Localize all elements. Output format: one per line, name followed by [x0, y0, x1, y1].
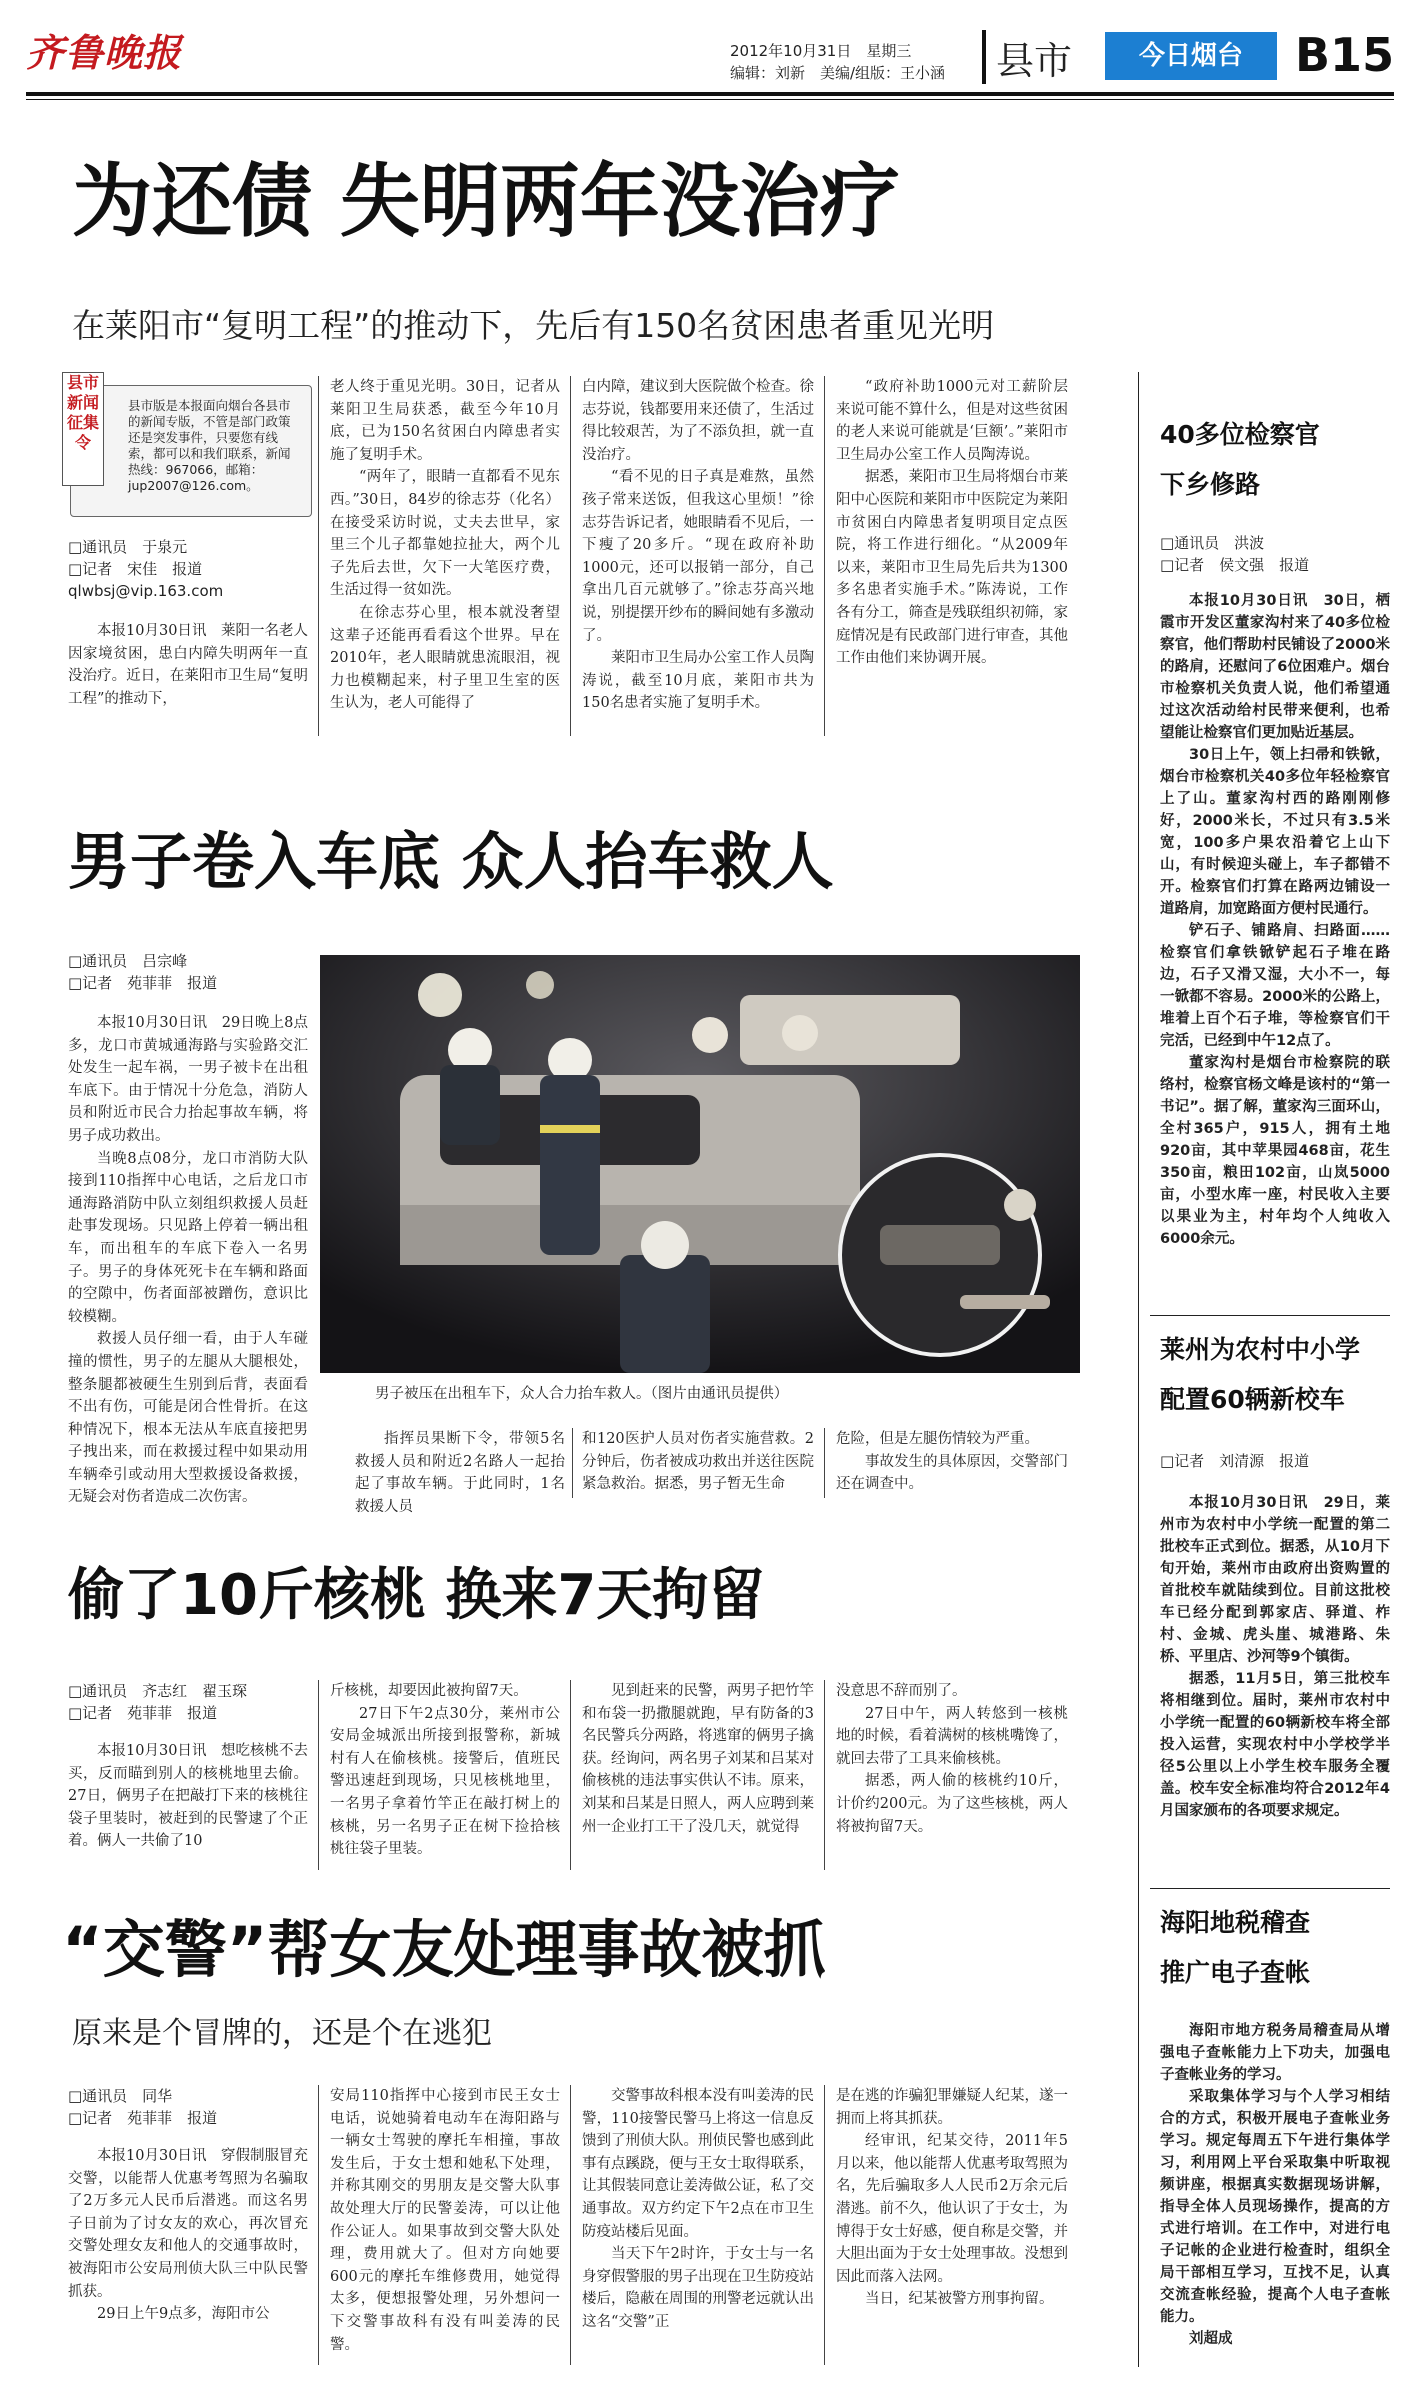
story1-column-3: [582, 376, 814, 741]
paragraph: 白内障，建议到大医院做个检查。徐志芬说，钱都要用来还债了，生活过得比较艰苦，为了不添负担，就一直没治疗。: [582, 379, 814, 463]
title-line: 配置60辆新校车: [1160, 1385, 1345, 1414]
masthead-rule-thin: [26, 99, 1394, 100]
masthead-divider: [982, 30, 986, 84]
paragraph: 交警事故科根本没有叫姜涛的民警，110接警民警马上将这一信息反馈到了刑侦大队。刑侦民警也感到此事有点蹊跷，便与王女士取得联系，让其假装同意让姜涛做公证，私了交通事故。双方约定下午2点在市卫生防疫站楼后见面。: [582, 2088, 814, 2240]
paragraph: “两年了，眼睛一直都看不见东西。”30日，84岁的徐志芬（化名）在接受采访时说，丈夫去世早，家里三个儿子都靠她拉扯大，两个儿子先后去世，欠下一大笔医疗费，生活过得一贫如洗。: [330, 469, 560, 599]
byline-line: □通讯员 吕宗峰: [68, 952, 188, 970]
sidebar2-byline: [1160, 1450, 1390, 1472]
paragraph: 莱阳市卫生局办公室工作人员陶涛说，截至10月底，莱阳市共为150名患者实施了复明手术。: [582, 650, 814, 712]
masthead-info: [730, 40, 945, 84]
paragraph: 海阳市地方税务局稽查局从增强电子查帐能力上下功夫，加强电子查帐业务的学习。: [1160, 2023, 1390, 2083]
paragraph: 当日，纪某被警方刑事拘留。: [865, 2291, 1054, 2308]
column-rule: [824, 2085, 825, 2365]
story4-subhead: 原来是个冒牌的，还是个在逃犯: [72, 2016, 492, 2051]
sidebar2-body: [1160, 1492, 1390, 1892]
paragraph: “政府补助1000元对工薪阶层来说可能不算什么，但是对这些贫困的老人来说可能就是‘巨额’。”莱阳市卫生局办公室工作人员陶涛说。: [836, 379, 1068, 463]
paragraph: 本报10月30日讯 想吃核桃不去买，反而瞄到别人的核桃地里去偷。27日，俩男子在把敲打下来的核桃往袋子里装时，被赶到的民警逮了个正着。俩人一共偷了10: [68, 1743, 308, 1850]
paragraph: 董家沟村是烟台市检察院的联络村，检察官杨文峰是该村的“第一书记”。据了解，董家沟三面环山，全村365户，915人，拥有土地920亩，其中苹果园468亩，花生350亩，粮田102亩，山岚5000亩，小型水库一座，村民收入主要以果业为主，村年均个人纯收入6000余元。: [1160, 1055, 1390, 1247]
paragraph: 本报10月30日讯 30日，栖霞市开发区董家沟村来了40多位检察官，他们帮助村民铺设了2000米的路肩，还慰问了6位困难户。烟台市检察机关负责人说，他们希望通过这次活动给村民带来便利，也希望能让检察官们更加贴近基层。: [1160, 593, 1390, 741]
title-line: 海阳地税稽查: [1160, 1908, 1311, 1937]
story2-column-1: [68, 1012, 308, 1506]
story3-column-1: [68, 1740, 308, 1880]
byline-email: qlwbsj@vip.163.com: [68, 582, 224, 600]
column-rule: [318, 1680, 319, 1870]
byline-line: □记者 苑菲菲 报道: [68, 974, 218, 992]
sidebar-divider: [1150, 1315, 1390, 1316]
paragraph: 事故发生的具体原因，交警部门还在调查中。: [836, 1453, 1068, 1493]
page-number: B15: [1295, 28, 1395, 82]
story1-column-2: [330, 376, 560, 741]
title-line: 40多位检察官: [1160, 420, 1320, 449]
paragraph: 本报10月30日讯 穿假制服冒充交警，以能帮人优惠考驾照为名骗取了2万多元人民币后潜逃。而这名男子日前为了讨女友的欢心，再次冒充交警处理女友和他人的交通事故时，被海阳市公安局刑侦大队三中队民警抓获。: [68, 2148, 308, 2300]
story2-headline: 男子卷入车底 众人抬车救人: [68, 825, 834, 898]
byline-line: □记者 侯文强 报道: [1160, 556, 1310, 574]
story3-column-4: [836, 1680, 1068, 1880]
story2-column-2: [355, 1428, 565, 1515]
sidebar2-title: [1160, 1325, 1390, 1425]
paragraph: 老人终于重见光明。30日，记者从莱阳卫生局获悉，截至今年10月底，已为150名贫困白内障患者实施了复明手术。: [330, 379, 560, 463]
title-line: 莱州为农村中小学: [1160, 1335, 1361, 1364]
notice-tag-text: 县市新闻征集令: [66, 373, 99, 452]
notice-text: 县市版是本报面向烟台各县市的新闻专版，不管是部门政策还是突发事件，只要您有线索，都可以和我们联系，新闻热线：967066，邮箱：jup2007@126.com。: [128, 398, 291, 493]
section-name: 县市: [996, 39, 1073, 83]
newspaper-logo: 齐鲁晚报: [26, 30, 183, 75]
paragraph: 30日上午，领上扫帚和铁锨，烟台市检察机关40多位年轻检察官上了山。董家沟村西的路刚刚修好，2000米长，不过只有3.5米宽，100多户果农沿着它上山下山，有时候迎头碰上，车子都错不开。检察官们打算在路两边铺设一道路肩，加宽路面方便村民通行。: [1160, 747, 1390, 917]
paragraph: “看不见的日子真是难熬，虽然孩子常来送饭，但我这心里烦！”徐志芬告诉记者，她眼睛看不见后，一下瘦了20多斤。“现在政府补助1000元，还可以报销一部分，自己拿出几百元就够了。”徐志芬高兴地说，别提摆开纱布的瞬间她有多激动了。: [582, 469, 814, 644]
byline-line: □记者 宋佳 报道: [68, 560, 203, 578]
story4-column-1: [68, 2145, 308, 2370]
story3-byline: [68, 1680, 308, 1724]
paragraph: 据悉，两人偷的核桃约10斤，计价约200元。为了这些核桃，两人将被拘留7天。: [836, 1773, 1068, 1835]
sidebar3-title: [1160, 1898, 1390, 1998]
story1-headline: 为还债 失明两年没治疗: [72, 155, 900, 248]
sidebar3-body: [1160, 2020, 1390, 2370]
paragraph: 是在逃的诈骗犯罪嫌疑人纪某，遂一拥而上将其抓获。: [836, 2088, 1068, 2127]
column-rule: [824, 376, 825, 736]
byline-line: □通讯员 同华: [68, 2087, 173, 2105]
byline-line: □记者 苑菲菲 报道: [68, 1704, 218, 1722]
story4-headline: “交警”帮女友处理事故被抓: [62, 1913, 826, 1986]
paragraph: 27日中午，两人转悠到一核桃地的时候，看着满树的核桃嘴馋了，就回去带了工具来偷核桃。: [836, 1705, 1068, 1767]
story3-headline: 偷了10斤核桃 换来7天拘留: [68, 1563, 765, 1628]
column-rule: [570, 376, 571, 736]
paragraph: 本报10月30日讯 29日晚上8点多，龙口市黄城通海路与实验路交汇处发生一起车祸，一男子被卡在出租车底下。由于情况十分危急，消防人员和附近市民合力抬起事故车辆，将男子成功救出。: [68, 1015, 308, 1144]
paragraph: 29日上午9点多，海阳市公: [97, 2306, 270, 2323]
story1-subhead: 在莱阳市“复明工程”的推动下，先后有150名贫困患者重见光明: [72, 306, 995, 345]
story4-column-4: [836, 2085, 1068, 2375]
sidebar1-body: [1160, 590, 1390, 1330]
paragraph: 没意思不辞而别了。: [836, 1683, 967, 1699]
byline-line: □通讯员 齐志红 翟玉琛: [68, 1682, 248, 1700]
story4-column-3: [582, 2085, 814, 2375]
paragraph: 斤核桃，却要因此被拘留7天。: [330, 1683, 528, 1699]
title-line: 推广电子查帐: [1160, 1958, 1311, 1987]
paragraph: 在徐志芬心里，根本就没奢望这辈子还能再看看这个世界。早在2010年，老人眼睛就患流眼泪，视力也模糊起来，村子里卫生室的医生认为，老人可能得了: [330, 604, 560, 712]
story1-column-4: [836, 376, 1068, 741]
paragraph: 据悉，11月5日，第三批校车将相继到位。届时，莱州市农村中小学统一配置的60辆新校车将全部投入运营，实现农村中小学校学半径5公里以上小学生校车服务全覆盖。校车安全标准均符合2012年4月国家颁布的各项要求规定。: [1160, 1671, 1390, 1819]
story3-column-2: [330, 1680, 560, 1880]
paragraph: 铲石子、铺路肩、扫路面……检察官们拿铁锨铲起石子堆在路边，石子又滑又湿，大小不一，每一锨都不容易。2000米的公路上，堆着上百个石子堆，等检察官们干完活，已经到中午12点了。: [1160, 923, 1390, 1049]
story2-column-4: [836, 1428, 1068, 1500]
story3-column-3: [582, 1680, 814, 1880]
story1-byline: [68, 536, 308, 602]
column-rule: [318, 376, 319, 736]
column-rule: [570, 1680, 571, 1870]
story4-byline: [68, 2085, 308, 2129]
title-line: 下乡修路: [1160, 470, 1261, 499]
section-badge: 今日烟台: [1105, 32, 1277, 80]
paragraph: 指挥员果断下令，带领5名救援人员和附近2名路人一起抬起了事故车辆。于此同时，1名救援人员: [355, 1431, 565, 1515]
sidebar-divider: [1150, 1888, 1390, 1889]
paragraph: 27日下午2点30分，莱州市公安局金城派出所接到报警称，新城村有人在偷核桃。接警后，值班民警迅速赶到现场，只见核桃地里，一名男子拿着竹竿正在敲打树上的核桃，另一名男子正在树下捡拾核桃往袋子里装。: [330, 1705, 560, 1858]
column-rule: [824, 1680, 825, 1870]
paragraph: 本报10月30日讯 29日，莱州市为农村中小学统一配置的第二批校车正式到位。据悉，从10月下旬开始，莱州市由政府出资购置的首批校车就陆续到位。目前这批校车已经分配到郭家店、驿道、柞村、金城、虎头崖、城港路、朱桥、平里店、沙河等9个镇街。: [1160, 1495, 1390, 1665]
paragraph: 经审讯，纪某交待，2011年5月以来，他以能帮人优惠考取驾照为名，先后骗取多人人民币2万余元后潜逃。前不久，他认识了于女士，为博得于女士好感，便自称是交警，并大胆出面为于女士处理事故。没想到因此而落入法网。: [836, 2133, 1068, 2285]
byline-line: □记者 苑菲菲 报道: [68, 2109, 218, 2127]
column-rule: [318, 2085, 319, 2365]
story4-column-2: [330, 2085, 560, 2375]
masthead-rule: [26, 92, 1394, 96]
column-rule: [572, 1428, 573, 1498]
rescue-photo-illustration: [320, 955, 1080, 1373]
editor-line: 编辑：刘新 美编/组版：王小涵: [730, 64, 946, 82]
byline-line: □记者 刘清源 报道: [1160, 1452, 1310, 1470]
sidebar1-byline: [1160, 532, 1390, 576]
paragraph: 安局110指挥中心接到市民王女士电话，说她骑着电动车在海阳路与一辆女士驾驶的摩托车相撞，事故发生后，于女士想和她私下处理，并称其刚交的男朋友是交警大队事故处理大厅的民警姜涛，可以让他作公证人。如果事故到交警大队处理，费用就大了。但对方向她要600元的摩托车维修费用，她觉得太多，便想报警处理，另外想问一下交警事故科有没有叫姜涛的民警。: [330, 2088, 560, 2353]
paragraph: 救援人员仔细一看，由于人车碰撞的惯性，男子的左腿从大腿根处，整条腿都被硬生生别到后背，表面看不出有伤，可能是闭合性骨折。在这种情况下，根本无法从车底直接把男子拽出来，而在救援过程中如果动用车辆牵引或动用大型救援设备救援，无疑会对伤者造成二次伤害。: [68, 1331, 308, 1506]
byline-line: □通讯员 洪波: [1160, 534, 1265, 552]
paragraph: 危险，但是左腿伤情较为严重。: [836, 1431, 1039, 1447]
sidebar1-title: [1160, 410, 1390, 510]
date-line: 2012年10月31日 星期三: [730, 42, 912, 60]
paragraph: 本报10月30日讯 莱阳一名老人因家境贫困，患白内障失明两年一直没治疗。近日，在莱阳市卫生局“复明工程”的推动下，: [68, 623, 308, 707]
rescue-photo: [320, 955, 1080, 1373]
story2-column-3: [582, 1428, 814, 1500]
photo-caption: 男子被压在出租车下，众人合力抬车救人。（图片由通讯员提供）: [375, 1386, 789, 1402]
paragraph: 见到赶来的民警，两男子把竹竿和布袋一扔撒腿就跑，早有防备的3名民警兵分两路，将逃窜的俩男子擒获。经询问，两名男子刘某和吕某对偷核桃的违法事实供认不讳。原来，刘某和吕某是日照人，两人应聘到莱州一企业打工干了没几天，就觉得: [582, 1683, 814, 1835]
column-rule: [570, 2085, 571, 2365]
story1-column-1: [68, 620, 308, 740]
author: 刘超成: [1189, 2331, 1233, 2347]
paragraph: 采取集体学习与个人学习相结合的方式，积极开展电子查帐业务学习。规定每周五下午进行集体学习，利用网上平台采取集中听取视频讲座，根据真实数据现场讲解，指导全体人员现场操作，提高的方式进行培训。在工作中，对进行电子记帐的企业进行检查时，组织全局干部相互学习，互找不足，认真交流查帐经验，提高个人电子查帐能力。: [1160, 2089, 1390, 2325]
paragraph: 当晚8点08分，龙口市消防大队接到110指挥中心电话，之后龙口市通海路消防中队立刻组织救援人员赶赴事发现场。只见路上停着一辆出租车，而出租车的车底下卷入一名男子。男子的身体死死卡在车辆和路面的空隙中，伤者面部被蹭伤，意识比较模糊。: [68, 1150, 308, 1325]
paragraph: 当天下午2时许，于女士与一名身穿假警服的男子出现在卫生防疫站楼后，隐蔽在周围的刑警老远就认出这名“交警”正: [582, 2246, 814, 2330]
paragraph: 和120医护人员对伤者实施营救。2分钟后，伤者被成功救出并送往医院紧急救治。据悉，男子暂无生命: [582, 1431, 814, 1493]
sidebar-rule: [1138, 372, 1139, 2367]
notice-tag: [62, 372, 104, 486]
column-rule: [824, 1428, 825, 1498]
paragraph: 据悉，莱阳市卫生局将烟台市莱阳中心医院和莱阳市中医院定为莱阳市贫困白内障患者复明项目定点医院，将工作进行细化。“从2009年以来，莱阳市卫生局先后共为1300多名患者实施手术。”陈涛说，工作各有分工，筛查是残联组织初筛，家庭情况是有民政部门进行审查，其他工作由他们来协调开展。: [836, 469, 1068, 667]
story2-byline: [68, 950, 308, 994]
byline-line: □通讯员 于泉元: [68, 538, 188, 556]
